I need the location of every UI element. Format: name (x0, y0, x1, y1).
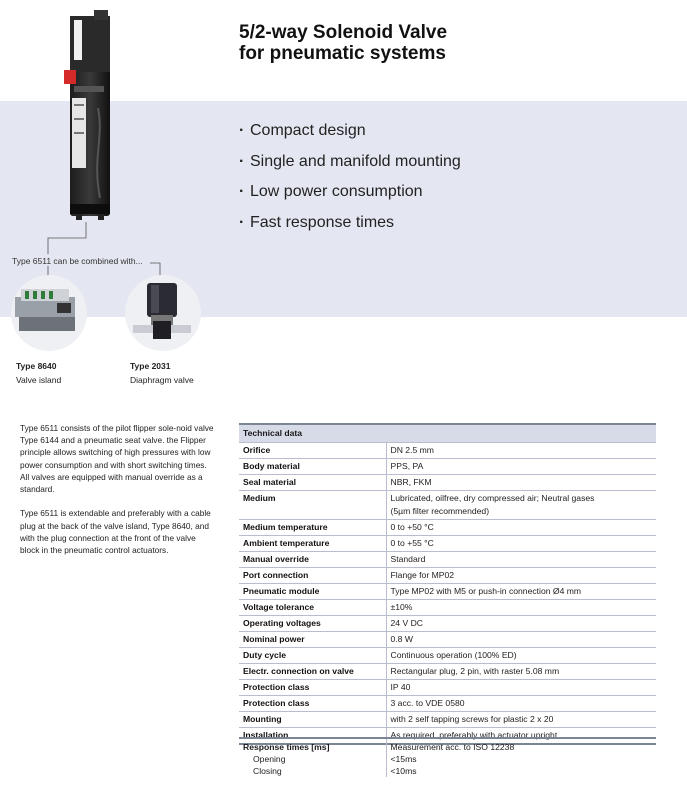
table-row: Ambient temperature 0 to +55 °C (239, 536, 656, 552)
table-row: Orifice DN 2.5 mm (239, 443, 656, 459)
title-line-2: for pneumatic systems (239, 43, 446, 64)
combined-note: Type 6511 can be combined with... (12, 256, 143, 266)
page-title (239, 22, 447, 64)
table-row: Response times [ms] Measurement acc. to ISO 12238 (239, 738, 656, 753)
table-row: Protection class 3 acc. to VDE 0580 (239, 696, 656, 712)
table-row: Body material PPS, PA (239, 459, 656, 475)
response-times-table (239, 737, 656, 777)
type-2031-label: Type 2031 Diaphragm valve (130, 361, 194, 385)
feature-item: · Compact design (239, 122, 366, 139)
description-paragraph: Type 6511 consists of the pilot flipper sole-noid valve Type 6144 and a pneumatic seat valve. the Flipper principle allows switching of high pressures with low power consumption and with short switching times. All valves are equipped with manual override as a standard. (20, 423, 214, 495)
table-row: Duty cycle Continuous operation (100% ED) (239, 648, 656, 664)
table-row: Medium temperature 0 to +50 °C (239, 520, 656, 536)
table-row: Voltage tolerance ±10% (239, 600, 656, 616)
technical-data-table (239, 423, 656, 745)
valve-island-photo (11, 275, 87, 351)
title-line-1: 5/2-way Solenoid Valve (239, 22, 448, 43)
diaphragm-valve-photo (125, 275, 201, 351)
table-row: Electr. connection on valve Rectangular plug, 2 pin, with raster 5.08 mm (239, 664, 656, 680)
feature-item: · Fast response times (239, 213, 395, 231)
solenoid-valve-photo (64, 8, 118, 220)
table-row: Installation As required, preferably with actuator upright (239, 728, 656, 745)
product-description (20, 422, 216, 568)
table-row: Protection class IP 40 (239, 680, 656, 696)
table-row: Pneumatic module Type MP02 with M5 or push-in connection Ø4 mm (239, 584, 656, 600)
table-row: Medium Lubricated, oilfree, dry compressed air; Neutral gases (5µm filter recommended) (239, 491, 656, 520)
type-8640-label: Type 8640 Valve island (16, 361, 62, 385)
description-paragraph: Type 6511 is extendable and preferably with a cable plug at the back of the valve island, Type 8640, and with the plug connection at the front of the valve block in the pneumatic control actuators. (20, 508, 211, 556)
table-row: Seal material NBR, FKM (239, 475, 656, 491)
table-row: Port connection Flange for MP02 (239, 568, 656, 584)
table-row: Opening <15ms (239, 753, 656, 765)
feature-item: · Low power consumption (239, 183, 423, 200)
feature-list (239, 116, 461, 238)
table-row: Closing <10ms (239, 765, 656, 777)
table-row: Nominal power 0.8 W (239, 632, 656, 648)
table-row: Operating voltages 24 V DC (239, 616, 656, 632)
technical-data-header: Technical data (239, 424, 656, 443)
table-row: Manual override Standard (239, 552, 656, 568)
table-row: Mounting with 2 self tapping screws for plastic 2 x 20 (239, 712, 656, 728)
feature-item: · Single and manifold mounting (239, 152, 461, 170)
